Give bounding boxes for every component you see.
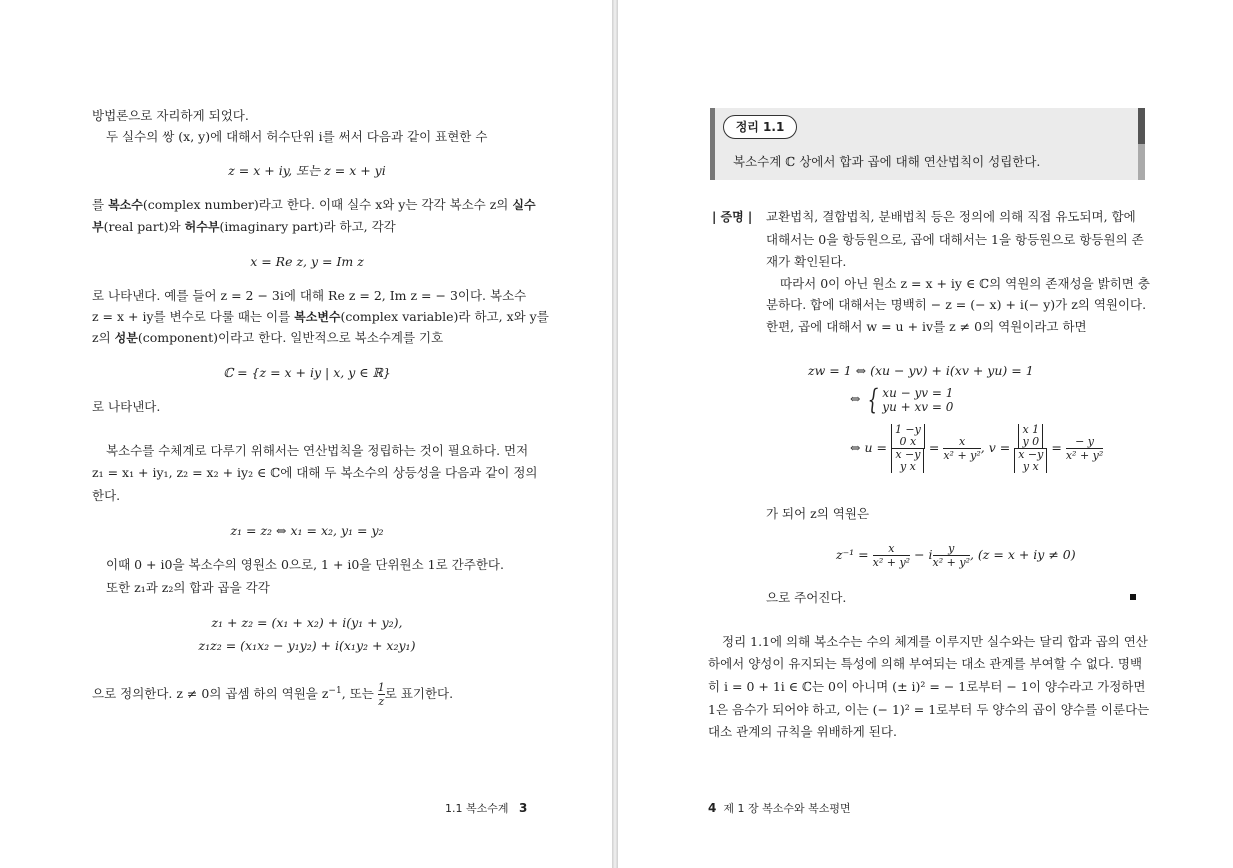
system-row: xu − yv = 1	[882, 385, 954, 400]
text: 로 표기한다.	[384, 686, 454, 702]
iff-symbol: ⇔	[850, 391, 861, 406]
det-row: x −y	[1018, 448, 1044, 461]
theorem-side-bar	[1138, 108, 1145, 180]
text: , 또는	[341, 686, 378, 702]
denominator: x² + y²	[932, 556, 970, 569]
paragraph-line: 로 나타낸다.	[92, 399, 161, 414]
left-brace: {	[868, 382, 879, 416]
determinant	[891, 449, 924, 473]
text: =	[928, 440, 940, 455]
paragraph-line: 정리 1.1에 의해 복소수는 수의 체계를 이루지만 실수와는 달리 합과 곱의 연산	[722, 634, 1148, 649]
text: =	[1051, 440, 1062, 455]
numerator: x	[888, 542, 895, 555]
term-component: 성분	[114, 331, 138, 345]
text: z = x + iy를 변수로 다룰 때는 이를	[92, 309, 295, 324]
paragraph-line: 히 i = 0 + 1i ∈ ℂ는 0이 아니며 (± i)² = − 1로부터 − 1이 양수라고 가정하면	[708, 679, 1146, 694]
text: − i	[914, 547, 933, 562]
paragraph-line: 대소 관계의 규칙을 위배하게 된다.	[708, 724, 897, 739]
text: , (z = x + iy ≠ 0)	[969, 547, 1076, 562]
text: , v =	[980, 440, 1011, 455]
qed-square	[1130, 594, 1136, 600]
equation-inverse	[836, 538, 1076, 572]
text: (complex number)라고 한다. 이때 실수 x와 y는 각각 복소수 z의	[142, 197, 513, 212]
theorem-statement: 복소수계 ℂ 상에서 합과 곱에 대해 연산법칙이 성립한다.	[733, 154, 1041, 169]
paragraph-line: 두 실수의 쌍 (x, y)에 대해서 허수단위 i를 써서 다음과 같이 표현한 수	[106, 129, 488, 144]
paragraph-line	[92, 678, 453, 708]
fraction-v	[1066, 435, 1103, 462]
page-footer	[708, 800, 851, 816]
footer-section: 1.1 복소수계	[445, 802, 509, 815]
proof-line: 으로 주어진다.	[766, 590, 847, 605]
paragraph-line: 또한 z₁과 z₂의 합과 곱을 각각	[106, 580, 270, 595]
text: ⇔ u =	[850, 440, 887, 455]
term-complex-number: 복소수	[108, 198, 143, 212]
system-rows	[882, 386, 953, 414]
system-row: yu + xv = 0	[882, 399, 954, 414]
det-row: x −y	[895, 448, 921, 461]
term-real-part: 부	[92, 220, 104, 234]
term-complex-variable: 복소변수	[294, 310, 341, 324]
page-number: 3	[519, 801, 528, 815]
paragraph-line: 이때 0 + i0을 복소수의 영원소 0으로, 1 + i0을 단위원소 1로 간주한다.	[106, 557, 504, 572]
text: (real part)와	[103, 219, 185, 234]
footer-chapter: 제 1 장 복소수와 복소평면	[723, 802, 851, 815]
equation-re-im: x = Re z, y = Im z	[250, 254, 364, 269]
equation-z-def: z = x + iy, 또는 z = x + yi	[228, 163, 386, 178]
fraction-u	[943, 435, 980, 462]
numerator: x	[958, 435, 966, 448]
numerator: − y	[1075, 435, 1095, 448]
paragraph-line: 로 나타낸다. 예를 들어 z = 2 − 3i에 대해 Re z = 2, Im z = − 3이다. 복소수	[92, 288, 527, 303]
cramer-v	[1014, 424, 1047, 473]
proof-line: 분하다. 합에 대해서는 명백히 − z = (− x) + i(− y)가 z의 역원이다.	[766, 297, 1147, 312]
denominator: x² + y²	[943, 449, 981, 462]
denominator: x² + y²	[1065, 449, 1104, 462]
paragraph-line: z₁ = x₁ + iy₁, z₂ = x₂ + iy₂ ∈ ℂ에 대해 두 복소수의 상등성을 다음과 같이 정의	[92, 465, 538, 480]
det-denominator	[891, 448, 925, 473]
text: z⁻¹ =	[836, 547, 869, 562]
paragraph-line: 하에서 양성이 유지되는 특성에 의해 부여되는 대소 관계를 부여할 수 없다. 명백	[708, 656, 1143, 671]
proof-line: 가 되어 z의 역원은	[766, 506, 870, 521]
equation-sum: z₁ + z₂ = (x₁ + x₂) + i(y₁ + y₂),	[211, 615, 403, 630]
fraction-one-over-z	[378, 681, 385, 708]
text: z의	[92, 330, 115, 345]
equation-equality: z₁ = z₂ ⇔ x₁ = x₂, y₁ = y₂	[230, 523, 384, 538]
page-number: 4	[708, 801, 717, 815]
superscript: −1	[328, 686, 342, 696]
term-imaginary-part: 허수부	[184, 220, 220, 234]
proof-line: 따라서 0이 아닌 원소 z = x + iy ∈ ℂ의 역원의 존재성을 밝히면 충	[780, 276, 1150, 291]
det-denominator	[1014, 448, 1047, 473]
proof-line: 교환법칙, 결합법칙, 분배법칙 등은 정의에 의해 직접 유도되며, 합에	[766, 209, 1136, 224]
proof-line: 대해서는 0을 항등원으로, 곱에 대해서는 1을 항등원으로 항등원의 존	[766, 232, 1144, 247]
right-page	[618, 0, 1233, 868]
det-row: y x	[899, 460, 916, 473]
paragraph-line: 1은 음수가 되어야 하고, 이는 (− 1)² = 1로부터 두 양수의 곱이 양수를 이룬다는	[708, 702, 1150, 717]
det-row: 0 x	[899, 435, 917, 448]
left-page	[0, 0, 612, 868]
paragraph-line	[92, 197, 536, 213]
det-row: y 0	[1022, 435, 1040, 448]
det-row: y x	[1022, 460, 1039, 473]
text: (component)이라고 한다. 일반적으로 복소수계를 기호	[137, 330, 444, 345]
det-numerator	[1014, 424, 1047, 448]
equation-zw: zw = 1 ⇔ (xu − yv) + i(xv + yu) = 1	[808, 363, 1034, 378]
text: 으로 정의한다. z ≠ 0의 곱셈 하의 역원을 z	[92, 686, 329, 702]
det-numerator	[891, 424, 925, 448]
paragraph-line: 한다.	[92, 488, 121, 503]
paragraph-line	[92, 309, 549, 325]
equation-complex-set: ℂ = {z = x + iy | x, y ∈ ℝ}	[223, 365, 391, 380]
cramer-u	[891, 424, 925, 473]
determinant	[1014, 449, 1047, 473]
proof-line: 재가 확인된다.	[766, 254, 847, 269]
paragraph-line: 복소수를 수체계로 다루기 위해서는 연산법칙을 정립하는 것이 필요하다. 먼저	[106, 443, 529, 458]
paragraph-line: 방법론으로 자리하게 되었다.	[92, 108, 249, 123]
numerator: 1	[377, 681, 385, 695]
theorem-box	[710, 108, 1145, 180]
theorem-label: 정리 1.1	[723, 115, 797, 139]
det-row: 1 −y	[894, 423, 921, 436]
numerator: y	[948, 542, 955, 555]
text: (complex variable)라 하고, x와 y를	[340, 309, 549, 324]
paragraph-line	[92, 330, 443, 346]
fraction-im	[933, 542, 970, 569]
page-footer	[445, 800, 527, 816]
paragraph-line	[92, 219, 396, 235]
determinant	[891, 424, 925, 448]
proof-line: 한편, 곱에 대해서 w = u + iv를 z ≠ 0의 역원이라고 하면	[766, 319, 1087, 334]
denominator: z	[378, 695, 385, 709]
term-real-part: 실수	[512, 198, 536, 212]
denominator: x² + y²	[872, 556, 911, 569]
equation-uv	[850, 420, 1103, 476]
proof-tag: | 증명 |	[712, 210, 753, 224]
determinant	[1018, 424, 1043, 448]
equation-product: z₁z₂ = (x₁x₂ − y₁y₂) + i(x₁y₂ + x₂y₁)	[198, 638, 416, 653]
text: 를	[92, 197, 109, 212]
equation-system	[850, 384, 953, 414]
fraction-re	[873, 542, 910, 569]
det-row: x 1	[1022, 423, 1040, 436]
text: (imaginary part)라 하고, 각각	[219, 219, 396, 234]
